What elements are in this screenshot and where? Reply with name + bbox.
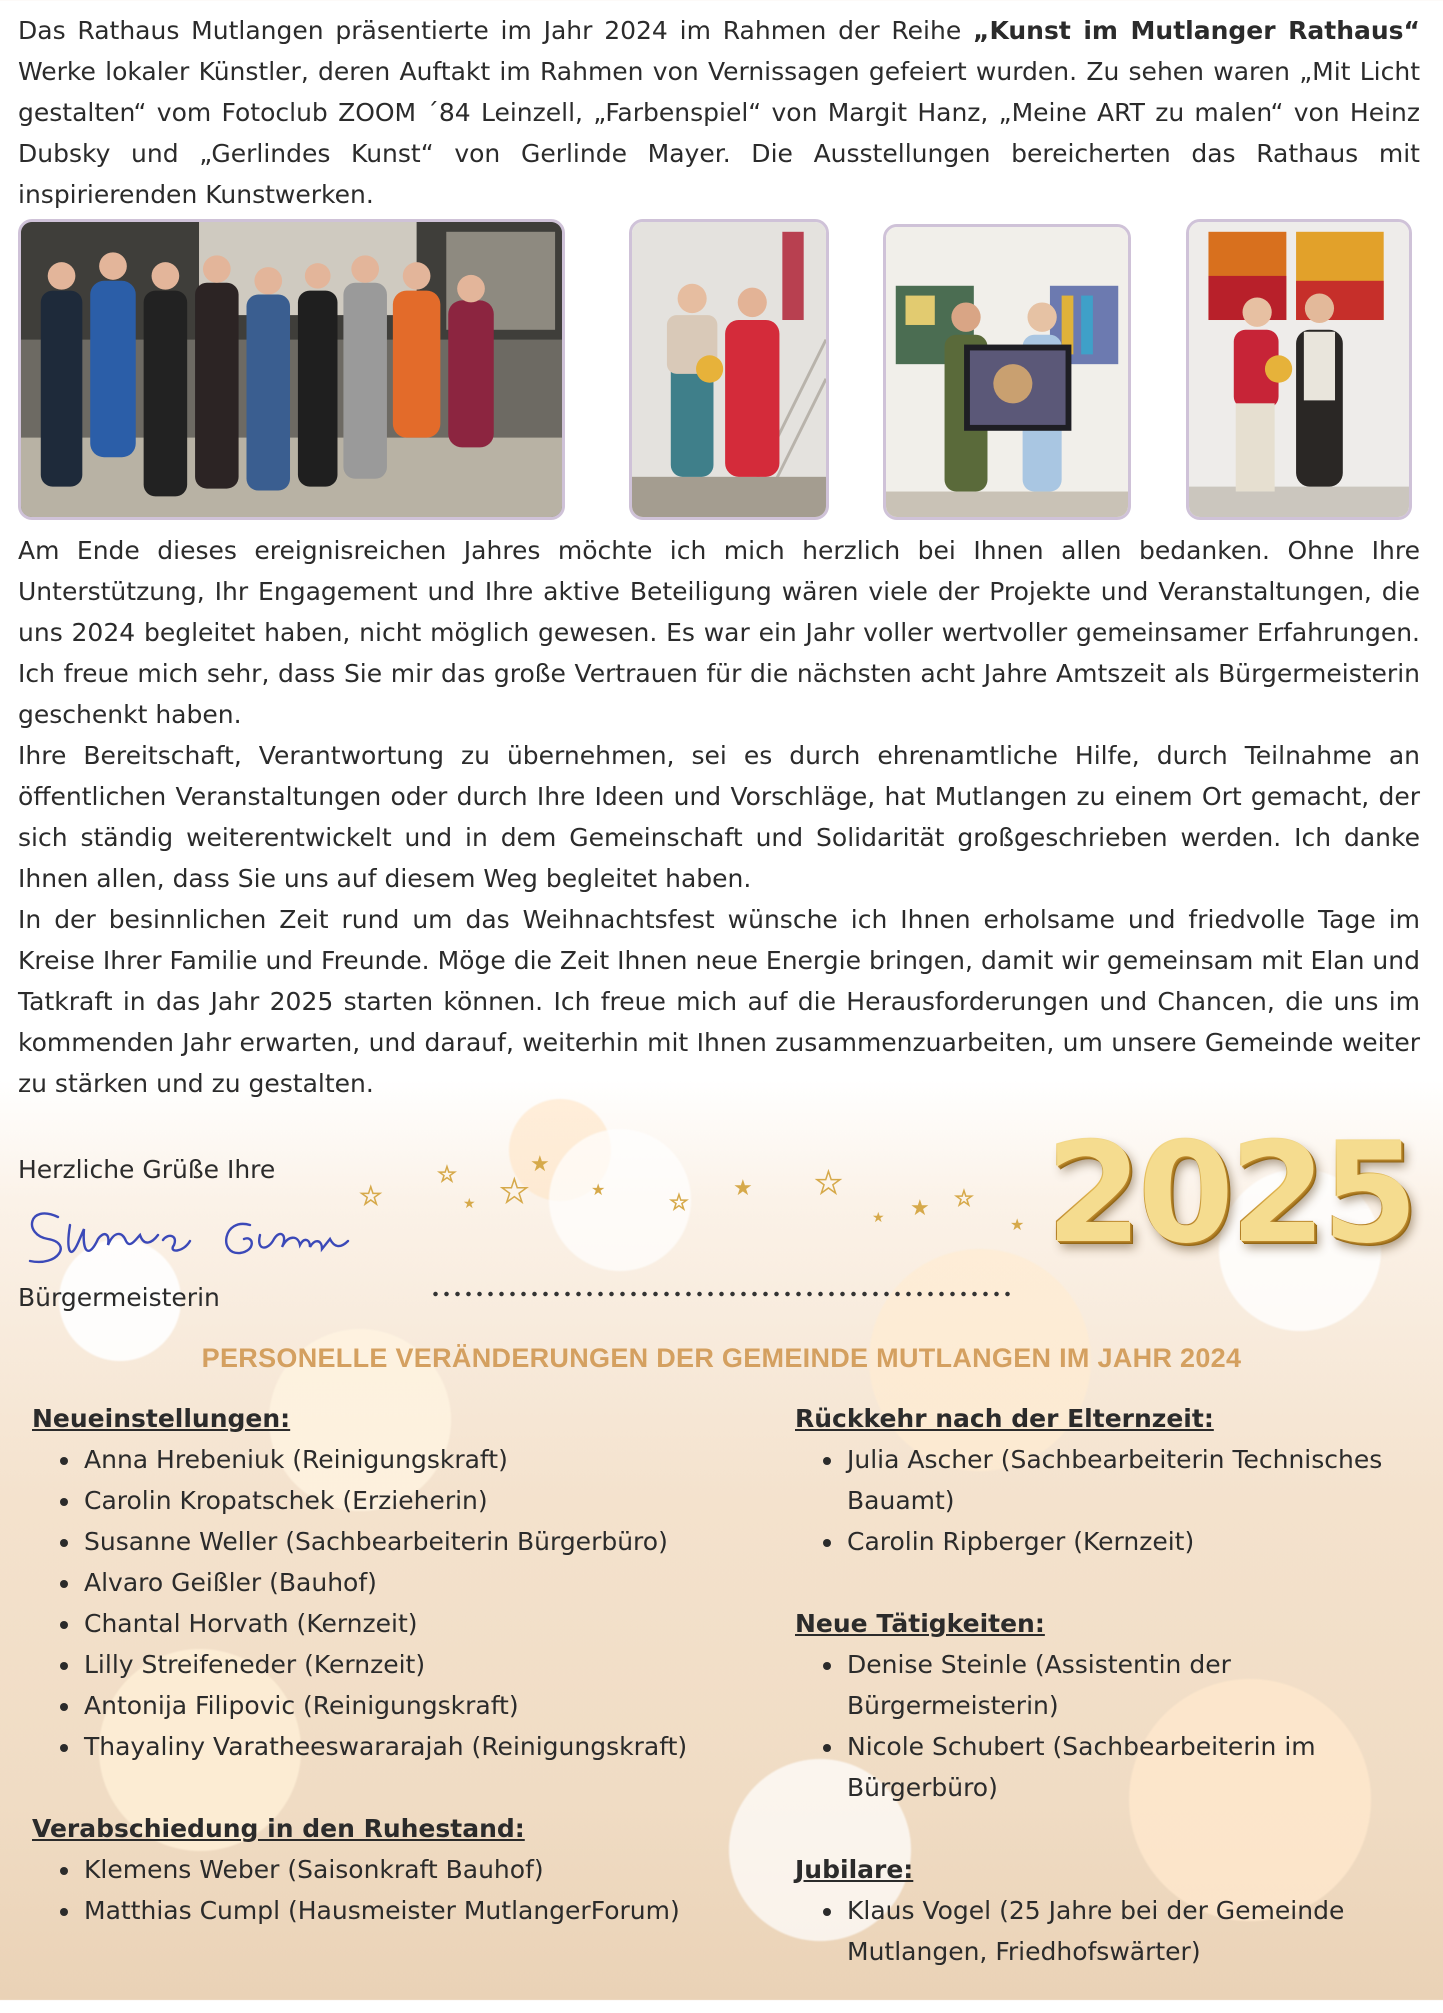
parental-return-heading: Rückkehr nach der Elternzeit: <box>795 1404 1214 1433</box>
list-item: • Chantal Horvath (Kernzeit) <box>82 1603 752 1644</box>
group-photo <box>18 219 565 520</box>
new-hires-list <box>32 1439 752 1767</box>
body-paragraph-3: In der besinnlichen Zeit rund um das Weihnachtsfest wünsche ich Ihnen erholsame und friedvolle Tage im Kreise Ihrer Familie und Freunde. Möge die Zeit Ihnen neue Energie bringen, damit wir gemeinsam mit Elan und Tatkraft in das Jahr 2025 starten können. Ich freue mich auf die Herausforderungen und Chancen, die uns im kommenden Jahr erwarten, und darauf, weiterhin mit Ihnen zusammenzuarbeiten, um unsere Gemeinde weiter zu stärken und zu gestalten. <box>18 905 1420 1098</box>
list-item: • Julia Ascher (Sachbearbeiterin Technisches Bauamt) <box>845 1439 1425 1521</box>
star-icon: ★ <box>1010 1215 1025 1234</box>
star-icon: ★ <box>733 1176 753 1201</box>
star-icon: ★ <box>463 1196 476 1212</box>
list-item: • Nicole Schubert (Sachbearbeiterin im Bürgerbüro) <box>845 1726 1425 1808</box>
list-item: • Denise Steinle (Assistentin der Bürgermeisterin) <box>845 1644 1425 1726</box>
new-hires-heading: Neueinstellungen: <box>32 1404 291 1433</box>
list-item: • Anna Hrebeniuk (Reinigungskraft) <box>82 1439 752 1480</box>
star-icon: ★ <box>591 1180 606 1199</box>
star-icon: ★ <box>530 1152 550 1177</box>
personnel-right-column <box>795 1398 1425 2013</box>
star-icon: ★ <box>438 1162 456 1186</box>
star-icon: ★ <box>815 1166 842 1201</box>
list-item: • Carolin Ripberger (Kernzeit) <box>845 1521 1425 1562</box>
year-2025-graphic: 2025 <box>1045 1112 1414 1273</box>
signature-image <box>18 1195 358 1279</box>
personnel-title: PERSONELLE VERÄNDERUNGEN DER GEMEINDE MUTLANGEN IM JAHR 2024 <box>201 1343 1242 1373</box>
star-icon: ★ <box>670 1190 688 1214</box>
stair-photo <box>629 219 829 520</box>
retirement-list <box>32 1849 752 1931</box>
painting-photo <box>883 224 1131 520</box>
intro-paragraph <box>18 10 1420 215</box>
parental-return-list <box>795 1439 1425 1562</box>
list-item: • Klemens Weber (Saisonkraft Bauhof) <box>82 1849 752 1890</box>
anniversary-heading: Jubilare: <box>795 1855 914 1884</box>
star-icon: ★ <box>360 1182 382 1210</box>
list-item: • Thayaliny Varatheeswararajah (Reinigungskraft) <box>82 1726 752 1767</box>
list-item: • Matthias Cumpl (Hausmeister MutlangerForum) <box>82 1890 752 1931</box>
retirement-heading: Verabschiedung in den Ruhestand: <box>32 1814 525 1843</box>
anniversary-list <box>795 1890 1425 1972</box>
body-paragraph-2: Ihre Bereitschaft, Verantwortung zu übernehmen, sei es durch ehrenamtliche Hilfe, durch Teilnahme an öffentlichen Veranstaltungen oder durch Ihre Ideen und Vorschläge, hat Mutlangen zu einem Ort gemacht, der sich ständig weiterentwickelt und in dem Gemeinschaft und Solidarität großgeschrieben werden. Ich danke Ihnen allen, dass Sie uns auf diesem Weg begleitet haben. <box>18 741 1420 893</box>
list-item: • Lilly Streifeneder (Kernzeit) <box>82 1644 752 1685</box>
new-roles-list <box>795 1644 1425 1808</box>
new-roles-heading: Neue Tätigkeiten: <box>795 1609 1045 1638</box>
list-item: • Carolin Kropatschek (Erzieherin) <box>82 1480 752 1521</box>
list-item: • Antonija Filipovic (Reinigungskraft) <box>82 1685 752 1726</box>
signatory-role: Bürgermeisterin <box>18 1283 220 1312</box>
closing-greeting: Herzliche Grüße Ihre <box>18 1155 276 1184</box>
intro-text-start: Das Rathaus Mutlangen präsentierte im Jahr 2024 im Rahmen der Reihe <box>18 16 974 45</box>
intro-text-rest: Werke lokaler Künstler, deren Auftakt im Rahmen von Vernissagen gefeiert wurden. Zu sehen waren „Mit Licht gestalten“ vom Fotoclub ZOOM ´84 Leinzell, „Farbenspiel“ von Margit Hanz, „Meine ART zu malen“ von Heinz Dubsky und „Gerlindes Kunst“ von Gerlinde Mayer. Die Ausstellungen bereicherten das Rathaus mit inspirierenden Kunstwerken. <box>18 57 1420 209</box>
list-item: • Susanne Weller (Sachbearbeiterin Bürgerbüro) <box>82 1521 752 1562</box>
star-icon: ★ <box>955 1186 973 1210</box>
personnel-left-column <box>32 1398 752 1972</box>
star-icon: ★ <box>500 1172 529 1210</box>
list-item: • Klaus Vogel (25 Jahre bei der Gemeinde Mutlangen, Friedhofswärter) <box>845 1890 1425 1972</box>
list-item: • Alvaro Geißler (Bauhof) <box>82 1562 752 1603</box>
dotted-divider <box>430 1290 1010 1298</box>
bouquet-photo <box>1186 219 1412 520</box>
intro-series-name: „Kunst im Mutlanger Rathaus“ <box>973 16 1420 45</box>
star-icon: ★ <box>910 1196 930 1221</box>
letter-body <box>18 530 1420 1104</box>
star-icon: ★ <box>872 1210 885 1226</box>
body-paragraph-1: Am Ende dieses ereignisreichen Jahres möchte ich mich herzlich bei Ihnen allen bedanken. Ohne Ihre Unterstützung, Ihr Engagement und Ihre aktive Beteiligung wären viele der Projekte und Veranstaltungen, die uns 2024 begleitet haben, nicht möglich gewesen. Es war ein Jahr voller wertvoller gemeinsamer Erfahrungen. Ich freue mich sehr, dass Sie mir das große Vertrauen für die nächsten acht Jahre Amtszeit als Bürgermeisterin geschenkt haben. <box>18 536 1420 729</box>
